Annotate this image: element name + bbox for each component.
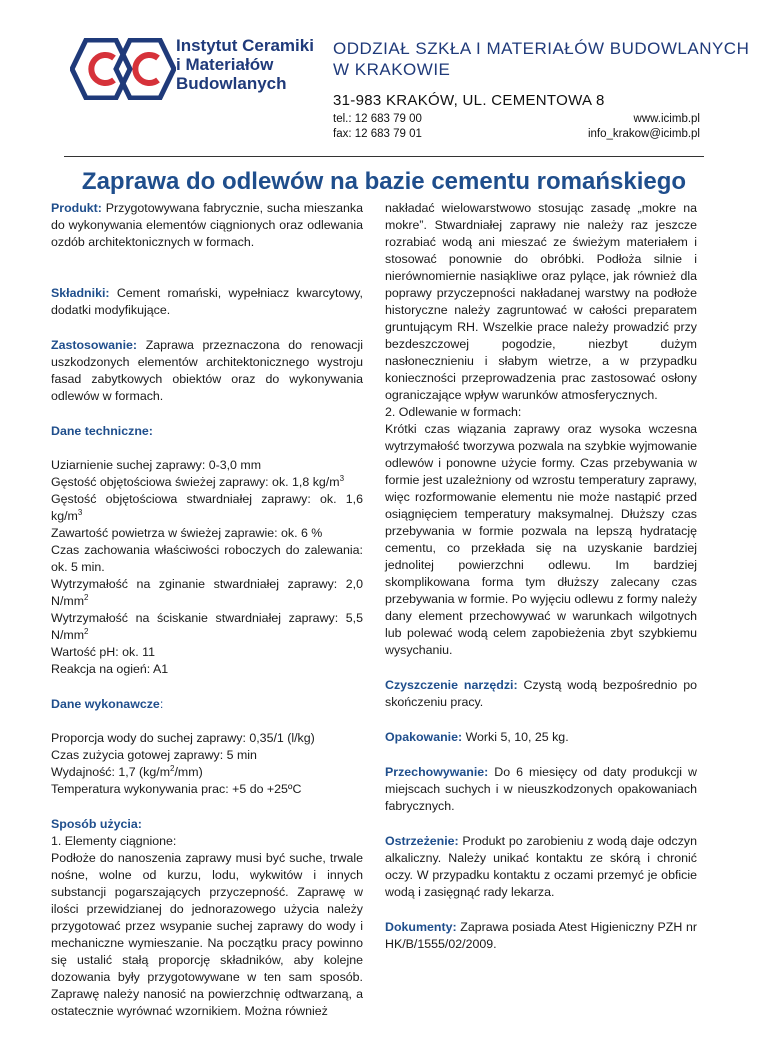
ingredients-text: Cement romański, wypełniacz kwarcytowy, dodatki modyfikujące. bbox=[51, 286, 363, 317]
warning-text: Produkt po zarobieniu z wodą daje odczyn alkaliczny. Należy unikać kontaktu ze skórą i chronić oczy. W przypadku kontaktu z oczami przemyć je obficie wodą i zasięgnąć rady lekarza. bbox=[385, 834, 697, 899]
tech-item bbox=[51, 610, 363, 644]
exec-item: Temperatura wykonywania prac: +5 do +25ºC bbox=[51, 782, 302, 796]
packaging-label: Opakowanie: bbox=[385, 730, 463, 744]
execution-label: Dane wykonawcze bbox=[51, 697, 160, 711]
email-link[interactable]: info_krakow@icimb.pl bbox=[587, 128, 700, 140]
casting-text: Krótki czas wiązania zaprawy oraz wysoka wczesna wytrzymałość tworzywa pozwala na szybkie wyjmowanie odlewów i ponowne użycie formy. Czas przebywania w formie jest uzależniony od wzrostu temperatury zaprawy, więc rozformowanie elementu nie może nastąpić przed osiągnięciem temperatury maksymalnej. Dłuższy czas przebywania w formie pozwala na lepszą hydratację cementu, co przekłada się na uzyskanie bardziej jednolitej powierzchni odlewu. Im bardziej skomplikowana forma tym dłuższy zalecany czas przebywania w formie. Po wyjęciu odlewu z formy należy dany element przechowywać w warunkach wilgotnych lub polewać wodą celem zapobieżenia zbyt szybkiemu wysychaniu. bbox=[385, 422, 697, 657]
institute-logo-icon bbox=[70, 38, 176, 100]
ingredients-label: Składniki: bbox=[51, 286, 110, 300]
section-warning bbox=[385, 833, 697, 901]
tech-item: Uziarnienie suchej zaprawy: 0-3,0 mm bbox=[51, 458, 262, 472]
phone: tel.: 12 683 79 00 bbox=[333, 113, 422, 125]
institute-line: Budowlanych bbox=[176, 74, 287, 93]
header-divider bbox=[64, 156, 704, 157]
application-text: Zaprawa przeznaczona do renowacji uszkodzonych elementów architektonicznego wystroju fasad zabytkowych obiektów oraz do wykonywania odlewów w formach. bbox=[51, 338, 363, 403]
warning-label: Ostrzeżenie: bbox=[385, 834, 459, 848]
branch-line: ODDZIAŁ SZKŁA I MATERIAŁÓW BUDOWLANYCH bbox=[333, 39, 750, 58]
section-usage-continued bbox=[385, 200, 697, 659]
exec-item-text: Wydajność: 1,7 (kg/m bbox=[51, 765, 171, 779]
usage-label: Sposób użycia: bbox=[51, 817, 142, 831]
institute-name bbox=[176, 36, 314, 93]
branch-name bbox=[333, 38, 749, 80]
right-column bbox=[385, 200, 697, 971]
superscript: 2 bbox=[84, 592, 89, 602]
superscript: 3 bbox=[77, 507, 83, 517]
tech-item bbox=[51, 576, 363, 610]
document-title: Zaprawa do odlewów na bazie cementu romańskiego bbox=[81, 168, 687, 195]
usage-continued-text: nakładać wielowarstwowo stosując zasadę „mokre na mokre”. Stwardniałej zaprawy nie należy raz jeszcze rozrabiać wodą ani mieszać ze świeżym materiałem i stosować ponownie do obróbki. Podłoża silnie i nierównomiernie nasiąkliwe oraz pylące, jak również dla poprawy przyczepności nakładanej warstwy na podłoże historyczne należy zagruntować w całości preparatem gruntującym RH. Wszelkie prace należy prowadzić przy bezdeszczowej pogodzie, niezbyt dużym nasłonecznieniu i słabym wietrze, a w przypadku konieczności przeprowadzenia prac zastosować osłony ograniczające wpływ warunków atmosferycznych. bbox=[385, 201, 697, 402]
exec-item-text: /mm) bbox=[174, 765, 203, 779]
exec-item: Proporcja wody do suchej zaprawy: 0,35/1 (l/kg) bbox=[51, 731, 315, 745]
superscript: 2 bbox=[170, 763, 175, 773]
website-link[interactable]: www.icimb.pl bbox=[633, 113, 700, 125]
tech-item: Czas zachowania właściwości roboczych do zalewania: ok. 5 min. bbox=[51, 543, 363, 574]
address: 31-983 KRAKÓW, UL. CEMENTOWA 8 bbox=[333, 92, 605, 109]
cleaning-label: Czyszczenie narzędzi: bbox=[385, 678, 518, 692]
usage-subheading: 1. Elementy ciągnione: bbox=[51, 834, 177, 848]
phone-fax bbox=[333, 112, 422, 142]
section-cleaning bbox=[385, 677, 697, 711]
superscript: 2 bbox=[84, 626, 89, 636]
fax: fax: 12 683 79 01 bbox=[333, 128, 422, 140]
cleaning-text: Czystą wodą bezpośrednio po skończeniu pracy. bbox=[385, 678, 697, 709]
section-packaging bbox=[385, 729, 697, 746]
tech-item: Reakcja na ogień: A1 bbox=[51, 662, 169, 676]
casting-subheading: 2. Odlewanie w formach: bbox=[385, 405, 522, 419]
branch-line: W KRAKOWIE bbox=[333, 60, 451, 79]
left-column bbox=[51, 200, 363, 1038]
tech-item-text: Gęstość objętościowa świeżej zaprawy: ok. 1,8 kg/m bbox=[51, 475, 340, 489]
usage-text: Podłoże do nanoszenia zaprawy musi być suche, trwale nośne, wolne od kurzu, lodu, wykwitów i innych substancji pogarszających przyczepność. Zaprawę w ilości przewidzianej do jednorazowego użycia należy przygotować przez wsypanie suchej zaprawy do wody i mechaniczne wymieszanie. Na początku pracy powinno się ustalić stałą proporcję składników, aby kolejne dozowania były przygotowywane w ten sam sposób. Zaprawę należy nanosić na powierzchnię odtwarzaną, a ostatecznie wyrównać wzornikiem. Można również bbox=[51, 851, 363, 1018]
tech-item bbox=[51, 491, 363, 525]
tech-item-text: Gęstość objętościowa stwardniałej zaprawy: ok. 1,6 kg/m bbox=[51, 492, 363, 523]
tech-item-text: Wytrzymałość na ściskanie stwardniałej zaprawy: 5,5 N/mm bbox=[51, 611, 363, 642]
superscript: 3 bbox=[339, 473, 345, 483]
storage-label: Przechowywanie: bbox=[385, 765, 489, 779]
section-ingredients bbox=[51, 285, 363, 319]
tech-item: Zawartość powietrza w świeżej zaprawie: ok. 6 % bbox=[51, 526, 323, 540]
tech-item-text: Wytrzymałość na zginanie stwardniałej zaprawy: 2,0 N/mm bbox=[51, 577, 363, 608]
section-storage bbox=[385, 764, 697, 815]
exec-item: Czas zużycia gotowej zaprawy: 5 min bbox=[51, 748, 257, 762]
web-email bbox=[588, 112, 700, 142]
letterhead bbox=[0, 0, 768, 160]
execution-heading bbox=[51, 696, 363, 713]
section-product bbox=[51, 200, 363, 251]
application-label: Zastosowanie: bbox=[51, 338, 138, 352]
section-documents bbox=[385, 919, 697, 953]
packaging-text: Worki 5, 10, 25 kg. bbox=[462, 730, 569, 744]
section-usage bbox=[51, 816, 363, 1020]
technical-label: Dane techniczne: bbox=[51, 424, 153, 438]
product-text: Przygotowywana fabrycznie, sucha mieszanka do wykonywania elementów ciągnionych oraz odlewania ozdób architektonicznych w formach. bbox=[51, 201, 363, 249]
section-application bbox=[51, 337, 363, 405]
storage-text: Do 6 miesięcy od daty produkcji w miejscach suchych i w nieuszkodzonych opakowaniach fabrycznych. bbox=[385, 765, 697, 813]
tech-item bbox=[51, 474, 363, 491]
institute-line: Instytut Ceramiki bbox=[176, 36, 314, 55]
section-technical bbox=[51, 423, 363, 678]
section-execution bbox=[51, 696, 363, 798]
product-label: Produkt: bbox=[51, 201, 102, 215]
institute-line: i Materiałów bbox=[176, 55, 274, 74]
exec-item bbox=[51, 764, 363, 781]
tech-item: Wartość pH: ok. 11 bbox=[51, 645, 155, 659]
execution-colon: : bbox=[159, 697, 164, 711]
documents-text: Zaprawa posiada Atest Higieniczny PZH nr HK/B/1555/02/2009. bbox=[385, 920, 697, 951]
documents-label: Dokumenty: bbox=[385, 920, 457, 934]
